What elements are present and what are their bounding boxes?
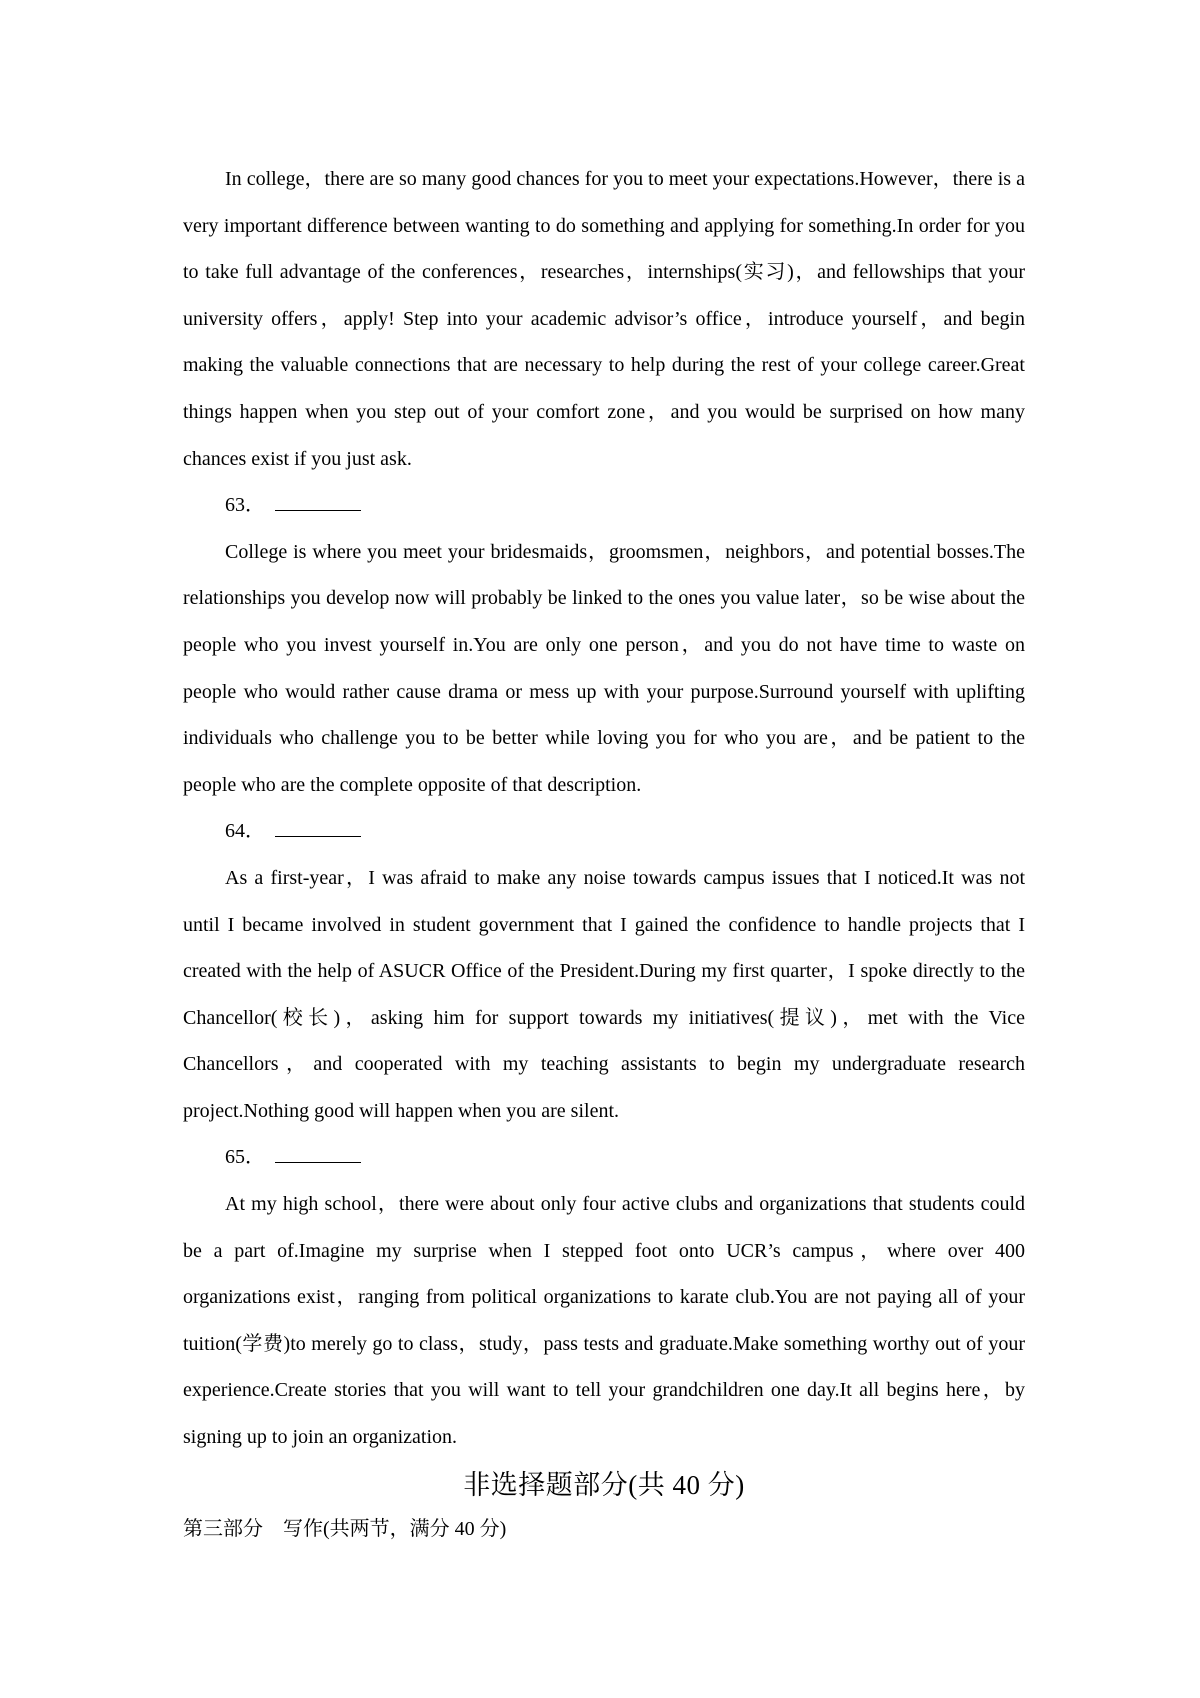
answer-blank[interactable] xyxy=(275,1144,361,1163)
question-65 xyxy=(183,1134,1025,1181)
question-63 xyxy=(183,482,1025,529)
question-number: 64． xyxy=(225,820,265,843)
question-64 xyxy=(183,808,1025,855)
part-title: 第三部分 写作(共两节，满分 40 分) xyxy=(183,1517,507,1540)
question-number: 65． xyxy=(225,1146,265,1169)
answer-blank[interactable] xyxy=(275,492,361,511)
section-title: 非选择题部分(共 40 分) xyxy=(463,1469,745,1500)
paragraph-relationships: College is where you meet your bridesmaids，groomsmen，neighbors，and potential bosses.The relationships you develop now will probably be linked to the ones you value later，so be wise about the people who you invest yourself in.You are only one person，and you do not have time to waste on people who would rather cause drama or mess up with your purpose.Surround yourself with uplifting individuals who challenge you to be better while loving you for who you are，and be patient to the people who are the complete opposite of that description. xyxy=(183,540,1025,796)
document-content xyxy=(183,156,1025,1551)
paragraph-first-year: As a first-year，I was afraid to make any noise towards campus issues that I noticed.It was not until I became involved in student government that I gained the confidence to handle projects that I created with the help of ASUCR Office of the President.During my first quarter，I spoke directly to the Chancellor(校长)，asking him for support towards my initiatives(提议)，met with the Vice Chancellors，and cooperated with my teaching assistants to begin my undergraduate research project.Nothing good will happen when you are silent. xyxy=(183,866,1025,1122)
paragraph-organizations: At my high school，there were about only four active clubs and organizations that students could be a part of.Imagine my surprise when I stepped foot onto UCR’s campus，where over 400 organizations exist，ranging from political organizations to karate club.You are not paying all of your tuition(学费)to merely go to class，study，pass tests and graduate.Make something worthy out of your experience.Create stories that you will want to tell your grandchildren one day.It all begins here，by signing up to join an organization. xyxy=(183,1193,1025,1449)
question-number: 63． xyxy=(225,494,265,517)
answer-blank[interactable] xyxy=(275,818,361,837)
paragraph-college-chances: In college，there are so many good chances for you to meet your expectations.However，there is a very important difference between wanting to do something and applying for something.In order for you to take full advantage of the conferences，researches，internships(实习)，and fellowships that your university offers，apply! Step into your academic advisor’s office，introduce yourself，and begin making the valuable connections that are necessary to help during the rest of your college career.Great things happen when you step out of your comfort zone，and you would be surprised on how many chances exist if you just ask. xyxy=(183,168,1025,470)
